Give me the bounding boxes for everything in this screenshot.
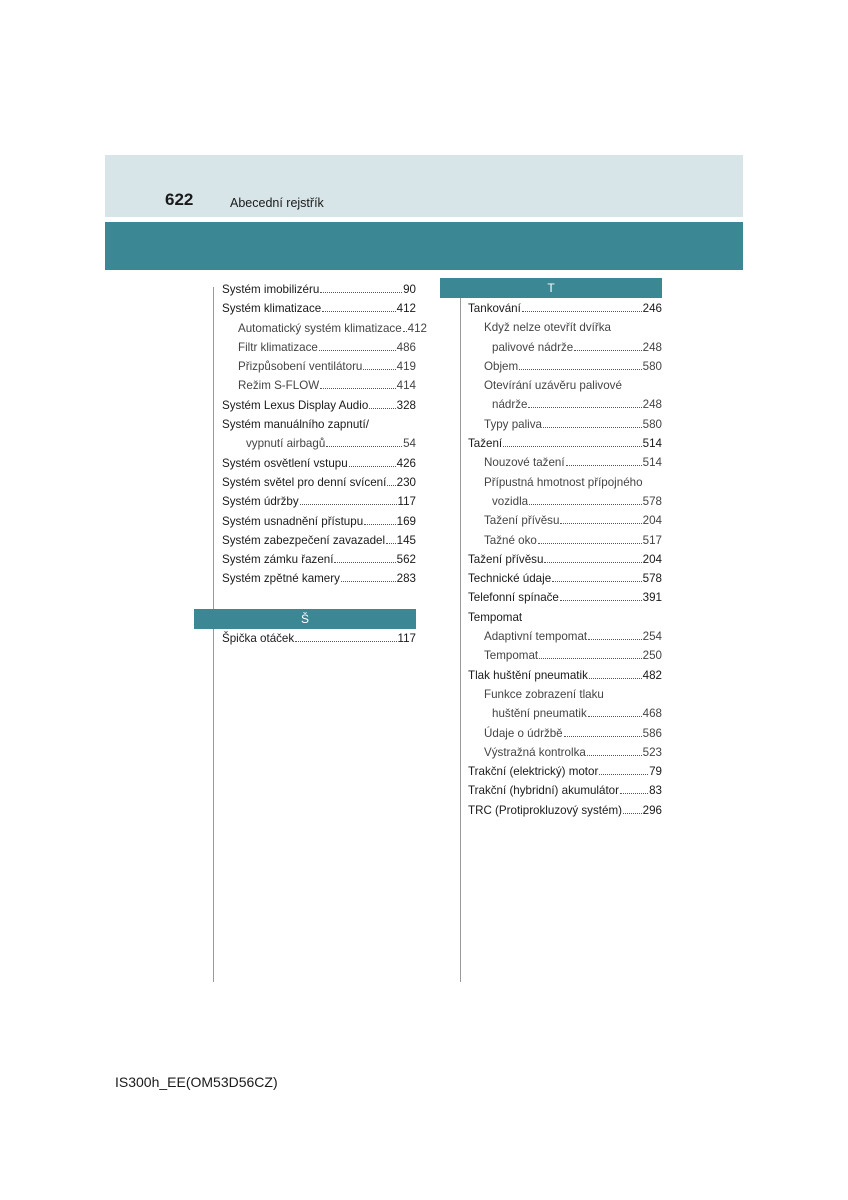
leader-dots — [543, 427, 642, 428]
entry-page: 468 — [642, 707, 662, 721]
index-entry — [222, 550, 416, 569]
entry-page: 296 — [642, 803, 662, 817]
leader-dots — [623, 813, 642, 814]
leader-dots — [529, 504, 642, 505]
leader-dots — [403, 331, 407, 332]
index-entry — [468, 666, 662, 685]
entry-text: Tempomat — [468, 610, 523, 624]
entry-text: Systém Lexus Display Audio — [222, 398, 369, 412]
entry-text: Přípustná hmotnost přípojného — [484, 475, 643, 489]
entry-page: 250 — [642, 649, 662, 663]
leader-dots — [522, 311, 642, 312]
entry-text: vozidla — [492, 494, 529, 508]
index-entry — [222, 319, 427, 338]
leader-dots — [320, 292, 402, 293]
entry-page: 391 — [642, 591, 662, 605]
leader-dots — [349, 466, 396, 467]
index-entry — [468, 743, 662, 762]
entry-text: nádrže — [492, 398, 528, 412]
entry-text: Tažné oko — [484, 533, 537, 547]
entry-page: 578 — [642, 572, 662, 586]
index-entry — [468, 338, 662, 357]
entry-text: Technické údaje — [468, 572, 552, 586]
letter-heading-t: T — [440, 278, 662, 298]
index-entry — [468, 395, 662, 414]
entry-page: 486 — [396, 340, 416, 354]
entry-text: Telefonní spínače — [468, 591, 559, 605]
entry-text: huštění pneumatik — [492, 707, 587, 721]
index-entry — [222, 280, 416, 299]
entry-text: Trakční (elektrický) motor — [468, 765, 599, 779]
index-entry — [468, 531, 662, 550]
entry-page: 145 — [396, 533, 416, 547]
index-entry — [468, 704, 662, 723]
entry-page: 117 — [397, 495, 416, 509]
entry-page: 586 — [642, 726, 662, 740]
leader-dots — [589, 678, 642, 679]
entry-page: 79 — [649, 765, 662, 779]
entry-text: palivové nádrže — [492, 340, 574, 354]
leader-dots — [588, 716, 642, 717]
letter-heading-s: Š — [194, 609, 416, 629]
entry-text: Systém zabezpečení zavazadel — [222, 533, 386, 547]
entry-page: 426 — [396, 456, 416, 470]
index-entry — [468, 357, 662, 376]
index-entry — [468, 434, 662, 453]
entry-text: Typy paliva — [484, 417, 542, 431]
leader-dots — [295, 641, 396, 642]
leader-dots — [528, 407, 641, 408]
index-entry — [468, 415, 662, 434]
entry-text: Systém osvětlení vstupu — [222, 456, 348, 470]
leader-dots — [326, 446, 402, 447]
entry-text: Výstražná kontrolka — [484, 745, 586, 759]
entry-page: 514 — [642, 456, 662, 470]
leader-dots — [320, 388, 396, 389]
index-entry — [222, 396, 416, 415]
entry-page: 482 — [642, 668, 662, 682]
index-entry — [222, 569, 416, 588]
entry-page: 328 — [396, 398, 416, 412]
entry-page: 578 — [642, 494, 662, 508]
leader-dots — [386, 543, 396, 544]
index-entry — [468, 569, 662, 588]
index-entry — [468, 588, 662, 607]
leader-dots — [560, 523, 641, 524]
index-entry — [468, 299, 662, 318]
entry-page: 562 — [396, 553, 416, 567]
entry-page: 90 — [403, 283, 416, 296]
index-entry — [222, 338, 416, 357]
index-entry — [468, 724, 662, 743]
entry-text: Tažení — [468, 437, 503, 451]
entry-page: 254 — [642, 630, 662, 644]
entry-page: 412 — [396, 302, 416, 316]
index-entry — [222, 492, 416, 511]
entry-text: TRC (Protiprokluzový systém) — [468, 803, 622, 817]
entry-text: Tankování — [468, 302, 521, 315]
index-entry — [222, 357, 416, 376]
entry-text: Otevírání uzávěru palivové — [484, 379, 622, 393]
entry-page: 117 — [397, 632, 416, 645]
leader-dots — [363, 369, 395, 370]
entry-page: 580 — [642, 417, 662, 431]
index-entry — [468, 646, 662, 665]
leader-dots — [387, 485, 395, 486]
entry-page: 523 — [642, 745, 662, 759]
leader-dots — [364, 524, 396, 525]
index-entry — [468, 801, 662, 820]
entry-page: 580 — [642, 359, 662, 373]
leader-dots — [538, 543, 642, 544]
entry-text: vypnutí airbagů — [246, 437, 326, 451]
leader-dots — [539, 658, 642, 659]
index-entry — [222, 454, 416, 473]
entry-text: Tažení přívěsu — [484, 514, 560, 528]
entry-text: Systém klimatizace — [222, 302, 322, 316]
leader-dots — [322, 311, 395, 312]
entry-page: 414 — [396, 379, 416, 393]
index-entry — [468, 781, 662, 800]
entry-page: 204 — [642, 552, 662, 566]
entry-text: Když nelze otevřít dvířka — [484, 321, 611, 335]
leader-dots — [564, 736, 642, 737]
index-entry — [468, 685, 662, 704]
entry-text: Tlak huštění pneumatik — [468, 668, 588, 682]
leader-dots — [369, 408, 395, 409]
section-title: Abecední rejstřík — [230, 196, 324, 210]
entry-page: 517 — [642, 533, 662, 547]
entry-text: Přizpůsobení ventilátoru — [238, 360, 363, 374]
entry-page: 246 — [642, 302, 662, 315]
entry-text: Systém manuálního zapnutí/ — [222, 418, 369, 432]
column-divider-left — [213, 287, 214, 982]
index-entry — [468, 762, 662, 781]
index-section-t — [468, 299, 662, 820]
entry-page: 283 — [396, 572, 416, 586]
leader-dots — [599, 774, 648, 775]
index-entry — [222, 376, 416, 395]
index-entry — [468, 453, 662, 472]
leader-dots — [319, 350, 396, 351]
leader-dots — [334, 562, 395, 563]
leader-dots — [566, 465, 642, 466]
page-number: 622 — [165, 190, 194, 209]
entry-text: Filtr klimatizace — [238, 340, 318, 354]
entry-text: Systém zámku řazení — [222, 553, 334, 567]
index-entry — [222, 473, 416, 492]
leader-dots — [300, 504, 397, 505]
index-entry — [468, 376, 662, 395]
index-entry — [468, 627, 662, 646]
entry-page: 83 — [649, 784, 662, 798]
leader-dots — [341, 581, 396, 582]
leader-dots — [503, 446, 641, 447]
index-entry — [222, 531, 416, 550]
index-entry — [468, 492, 662, 511]
entry-page: 54 — [403, 437, 416, 451]
index-entry — [468, 511, 662, 530]
entry-text: Automatický systém klimatizace — [238, 321, 402, 335]
index-entry — [468, 608, 662, 627]
entry-page: 514 — [642, 437, 662, 451]
entry-text: Tempomat — [484, 649, 539, 663]
entry-text: Tažení přívěsu — [468, 552, 544, 566]
entry-page: 169 — [396, 514, 416, 528]
index-entry — [222, 629, 416, 648]
entry-text: Adaptivní tempomat — [484, 630, 588, 644]
index-entry — [222, 512, 416, 531]
entry-text: Režim S-FLOW — [238, 379, 320, 393]
entry-text: Objem — [484, 359, 519, 373]
entry-page: 230 — [396, 475, 416, 489]
index-section-s — [222, 629, 416, 648]
entry-text: Systém zpětné kamery — [222, 572, 340, 586]
entry-text: Trakční (hybridní) akumulátor — [468, 784, 619, 798]
leader-dots — [552, 581, 642, 582]
entry-page: 412 — [407, 321, 427, 335]
entry-text: Špička otáček — [222, 632, 295, 645]
leader-dots — [587, 755, 642, 756]
entry-page: 248 — [642, 398, 662, 412]
column-divider-right — [460, 287, 461, 982]
index-entry — [468, 473, 662, 492]
header-band — [105, 155, 743, 217]
entry-text: Funkce zobrazení tlaku — [484, 687, 604, 701]
leader-dots — [519, 369, 642, 370]
index-entry — [468, 318, 662, 337]
index-entry — [222, 434, 416, 453]
entry-text: Systém usnadnění přístupu — [222, 514, 364, 528]
leader-dots — [574, 350, 641, 351]
entry-text: Systém světel pro denní svícení — [222, 475, 387, 489]
entry-page: 419 — [396, 360, 416, 374]
entry-page: 204 — [642, 514, 662, 528]
leader-dots — [588, 639, 642, 640]
index-entry — [222, 415, 416, 434]
entry-page: 248 — [642, 340, 662, 354]
entry-text: Systém imobilizéru — [222, 283, 320, 296]
entry-text: Údaje o údržbě — [484, 726, 563, 740]
index-entry — [468, 550, 662, 569]
entry-text: Systém údržby — [222, 495, 299, 509]
entry-text: Nouzové tažení — [484, 456, 565, 470]
header-accent-band — [105, 222, 743, 270]
index-entry — [222, 299, 416, 318]
leader-dots — [544, 562, 641, 563]
leader-dots — [560, 600, 642, 601]
index-column-left — [222, 280, 427, 589]
leader-dots — [620, 793, 648, 794]
manual-code: IS300h_EE(OM53D56CZ) — [115, 1074, 278, 1090]
